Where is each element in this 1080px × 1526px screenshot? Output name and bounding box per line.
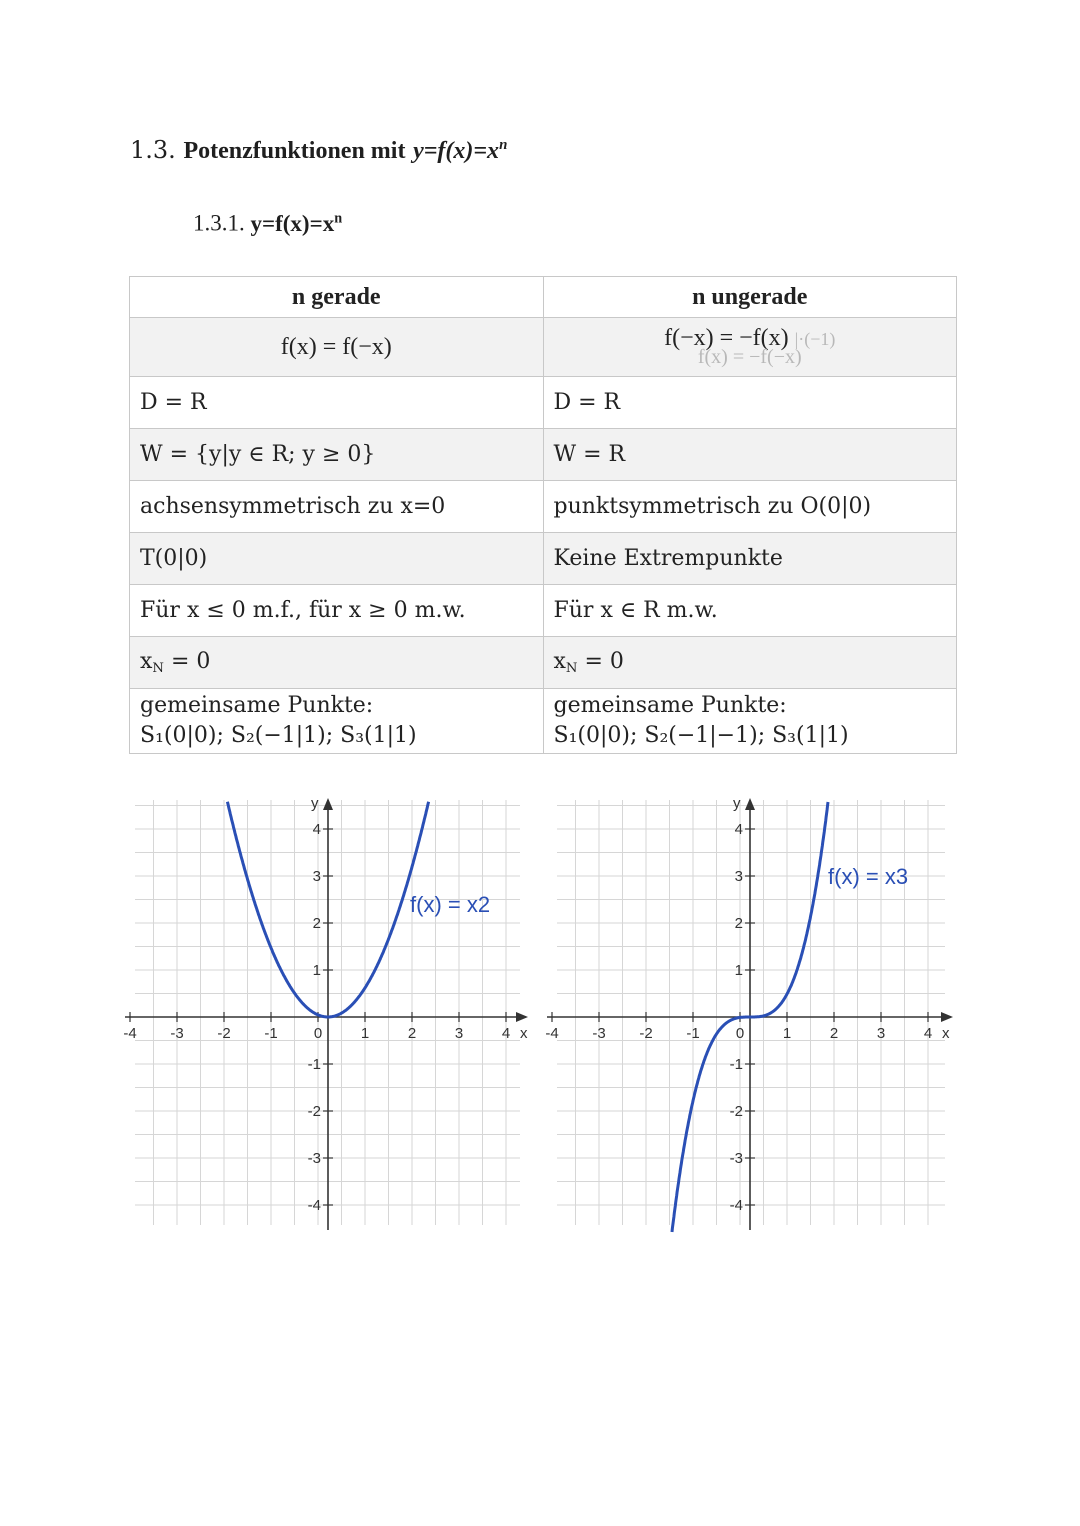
monotony-even: Für x ≤ 0 m.f., für x ≥ 0 m.w. (130, 585, 544, 637)
domain-even: D = R (130, 377, 544, 429)
y-tick-label: -1 (729, 1056, 743, 1073)
x-tick-label: 0 (313, 1025, 323, 1042)
x-tick-label: 1 (360, 1025, 370, 1042)
y-tick-label: 3 (734, 868, 743, 885)
zeros-even: $x_N = 0$ (130, 637, 544, 689)
y-tick-label: 1 (312, 962, 321, 979)
x-tick-label: -1 (264, 1025, 278, 1042)
x-tick-label: 0 (735, 1025, 745, 1042)
x-tick-label: -4 (123, 1025, 137, 1042)
extrema-even: T(0|0) (130, 533, 544, 585)
extrema-odd: Keine Extrempunkte (543, 533, 957, 585)
x-tick-label: 4 (923, 1025, 933, 1042)
y-tick-label: -2 (307, 1103, 321, 1120)
y-tick-label: 2 (312, 915, 321, 932)
x-tick-label: 2 (407, 1025, 417, 1042)
header-n-gerade: n gerade (130, 277, 544, 318)
symmetry-odd: f(−x) = −f(x) |·(−1) f(x) = −f(−x) (543, 318, 957, 377)
function-label: f(x) = x3 (828, 864, 909, 889)
function-label: f(x) = x2 (410, 892, 491, 917)
x-tick-label: 2 (829, 1025, 839, 1042)
x-tick-label: -4 (545, 1025, 559, 1042)
x-tick-label: -1 (686, 1025, 700, 1042)
x-tick-label: 1 (782, 1025, 792, 1042)
x-axis-arrow (516, 1012, 528, 1022)
y-tick-label: 3 (312, 868, 321, 885)
symmetry-text-even: achsensymmetrisch zu x=0 (130, 481, 544, 533)
y-tick-label: 2 (734, 915, 743, 932)
x-tick-label: -2 (217, 1025, 231, 1042)
subsection-number: 1.3.1. (193, 210, 245, 236)
y-tick-label: -3 (307, 1150, 321, 1167)
range-even: W = {y|y ∈ R; y ≥ 0} (130, 429, 544, 481)
y-tick-label: 4 (312, 821, 321, 838)
section-number: 1.3. (130, 136, 176, 164)
symmetry-even: f(x) = f(−x) (130, 318, 544, 377)
y-tick-label: -4 (307, 1197, 321, 1214)
x-tick-label: 3 (454, 1025, 464, 1042)
x-axis-label: x (942, 1025, 950, 1042)
common-points-even: gemeinsame Punkte: S₁(0|0); S₂(−1|1); S₃(1|1) (130, 689, 544, 754)
y-axis-label: y (733, 795, 741, 812)
section-formula: $y=f(x)=x^n$ (413, 137, 508, 164)
y-axis-arrow (323, 798, 333, 810)
common-points-odd: gemeinsame Punkte: S₁(0|0); S₂(−1|−1); S₃(1|1) (543, 689, 957, 754)
monotony-odd: Für x ∈ R m.w. (543, 585, 957, 637)
y-tick-label: 4 (734, 821, 743, 838)
x-tick-label: -3 (170, 1025, 184, 1042)
y-tick-label: -1 (307, 1056, 321, 1073)
symmetry-alt: f(x) = −f(−x) (697, 346, 802, 368)
header-n-ungerade: n ungerade (543, 277, 957, 318)
y-tick-label: 1 (734, 962, 743, 979)
x-tick-label: -2 (639, 1025, 653, 1042)
x-tick-label: -3 (592, 1025, 606, 1042)
x-tick-label: 4 (501, 1025, 511, 1042)
section-title: Potenzfunktionen mit (183, 138, 406, 164)
zeros-odd: $x_N = 0$ (543, 637, 957, 689)
symmetry-note: |·(−1) (794, 329, 836, 349)
y-axis-label: y (311, 795, 319, 812)
y-tick-label: -4 (729, 1197, 743, 1214)
domain-odd: D = R (543, 377, 957, 429)
x-tick-label: 3 (876, 1025, 886, 1042)
range-odd: W = R (543, 429, 957, 481)
symmetry-text-odd: punktsymmetrisch zu O(0|0) (543, 481, 957, 533)
y-tick-label: -3 (729, 1150, 743, 1167)
subsection-formula: $y=f(x)=x^n$ (250, 210, 343, 236)
x-axis-label: x (520, 1025, 528, 1042)
y-tick-label: -2 (729, 1103, 743, 1120)
